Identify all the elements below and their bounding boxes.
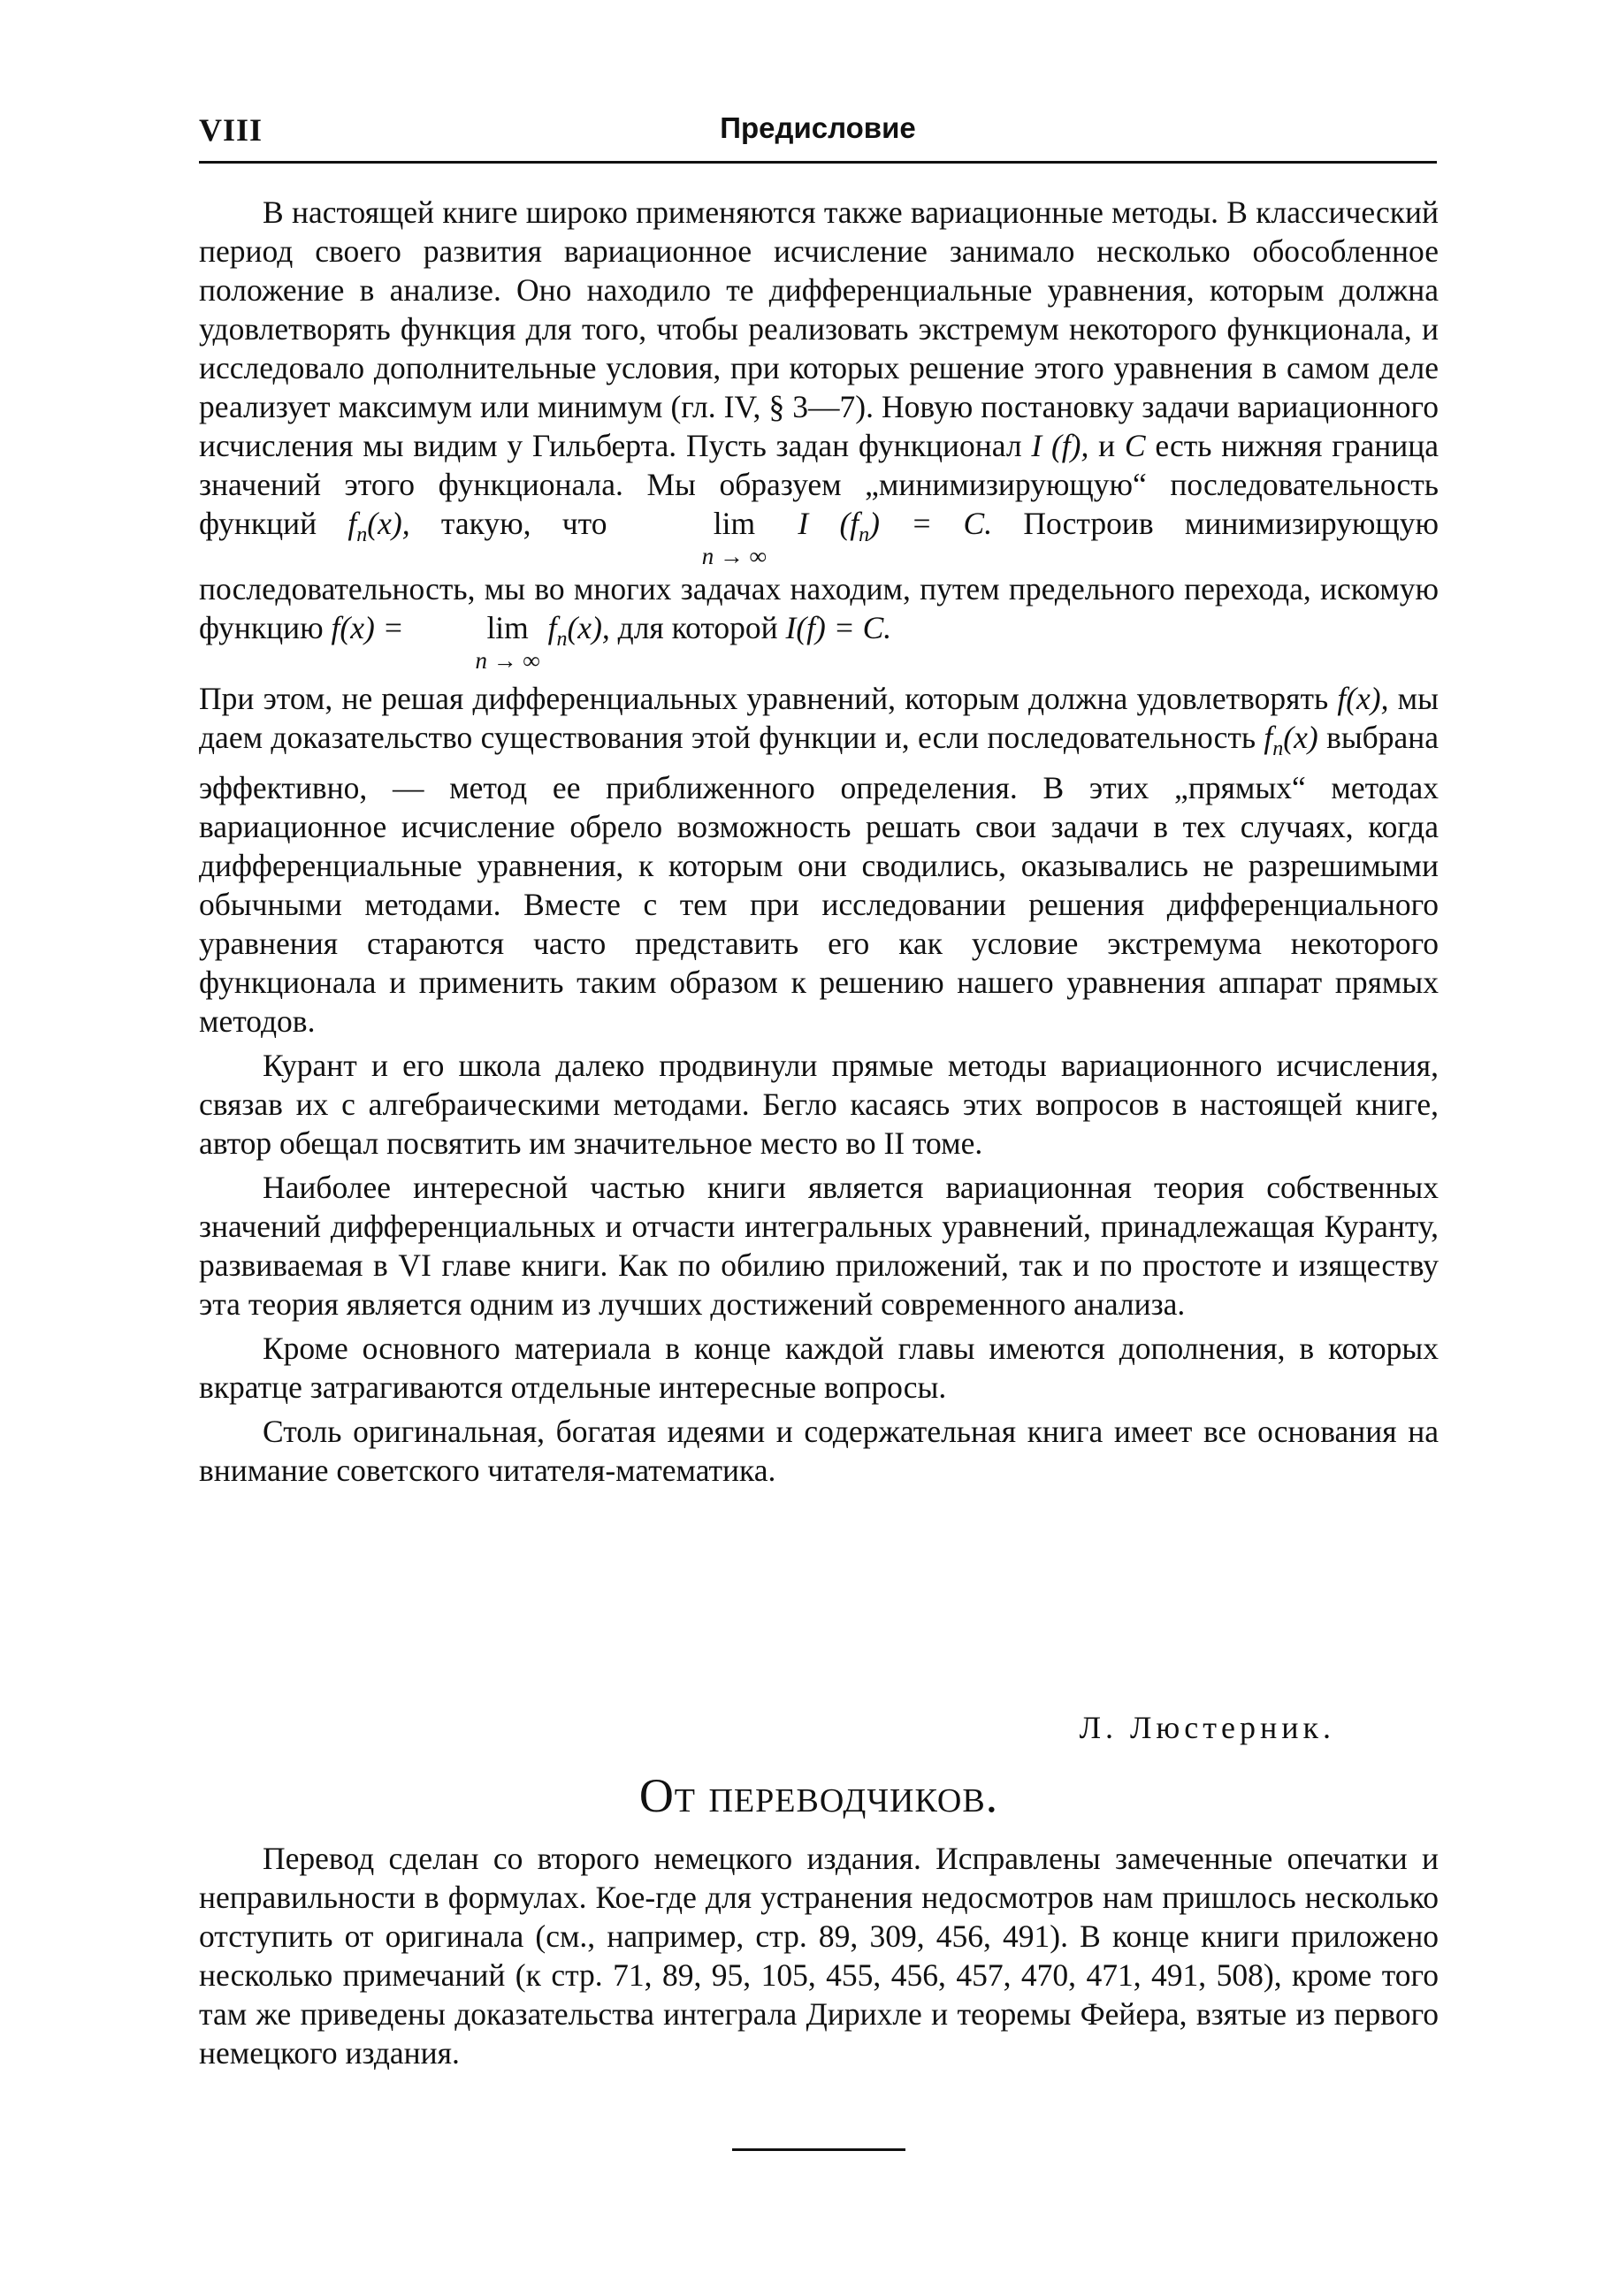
formula-fn-x: $f_n(x)$ bbox=[1264, 720, 1318, 760]
section-title: От переводчиков. bbox=[638, 1769, 999, 1822]
formula-functional: I (f), bbox=[1031, 428, 1089, 463]
translators-paragraph: Перевод сделан со второго немецкого издания. Исправлены замеченные опечатки и неправильности в формулах. Кое-где для устранения недосмотров нам пришлось несколько отступить от оригинала (см., например, стр. 89, 309, 456, 491). В конце книги приложено несколько примечаний (к стр. 71, 89, 95, 105, 455, 456, 457, 470, 471, 491, 508), кроме того там же приведены доказательства интеграла Дирихле и теоремы Фейера, взятые из первого немецкого издания. bbox=[199, 1841, 1439, 2071]
preface-paragraph: Столь оригинальная, богатая идеями и содержательная книга имеет все основания на внимание советского читателя-математика. bbox=[199, 1414, 1439, 1488]
preface-paragraph: Наиболее интересной частью книги является вариационная теория собственных значений дифференциальных и отчасти интегральных уравнений, принадлежащая Куранту, развиваемая в VI главе книги. Как по обилию приложений, так и по простоте и изяществу эта теория является одним из лучших достижений современного анализа. bbox=[199, 1170, 1439, 1322]
preface-body bbox=[199, 193, 1439, 1490]
preface-paragraph: При этом, не решая дифференциальных уравнений, которым должна удовлетворять f(x), мы даем доказательство существования этой функции и, если последовательность $f_n(x)$ выбрана эффективно, — метод ее приближенного определения. В этих „прямых“ методах вариационное исчисление обрело возможность решать свои задачи в тех случаях, когда дифференциальные уравнения, к которым они сводились, оказывались не разрешимыми обычными методами. Вместе с тем при исследовании решения дифференциального уравнения стараются часто представить его как условие экстремума некоторого функционала и применить таким образом к решению нашего уравнения аппарат прямых методов. bbox=[199, 681, 1439, 1039]
formula-f-x-limit: f(x) = lim n → ∞ $f_n(x)$, bbox=[331, 610, 610, 674]
formula-f-x: f(x), bbox=[1337, 681, 1389, 716]
preface-paragraph: Курант и его школа далеко продвинули прямые методы вариационного исчисления, связав их с алгебраическими методами. Бегло касаясь этих вопросов в настоящей книге, автор обещал посвятить им значительное место во II томе. bbox=[199, 1048, 1439, 1161]
formula-limit-value: I $(f_n) = C$. bbox=[798, 506, 993, 546]
page-number: VIII bbox=[199, 112, 263, 148]
limit-operator: lim n → ∞ bbox=[475, 610, 540, 674]
running-title: Предисловие bbox=[720, 111, 916, 144]
formula-If-C: I(f) = C. bbox=[785, 610, 892, 645]
limit-operator: lim n → ∞ bbox=[701, 506, 767, 569]
translators-note bbox=[199, 1839, 1439, 2072]
author-signature: Л. Люстерник. bbox=[1079, 1710, 1335, 1745]
formula-fn-x: $f_n(x)$, bbox=[347, 506, 410, 546]
page-header bbox=[199, 108, 1437, 164]
preface-paragraph: В настоящей книге широко применяются также вариационные методы. В классический период своего развития вариационное исчисление занимало несколько обособленное положение в анализе. Оно находило те дифференциальные уравнения, которым должна удовлетворять функция для того, чтобы реализовать экстремум некоторого функционала, и исследовало дополнительные условия, при которых решение этого уравнения в самом деле реализует максимум или минимум (гл. IV, § 3—7). Новую постановку задачи вариационного исчисления мы видим у Гильберта. Пусть задан функционал I (f), и C есть нижняя граница значений этого функционала. Мы образуем „минимизирующую“ последовательность функций $f_n(x)$, такую, что lim n → ∞ I $(f_n) = C$. Построив минимизирующую последовательность, мы во многих задачах находим, путем предельного перехода, искомую функцию f(x) = lim n → ∞ $f_n(x)$, для которой I(f) = C. bbox=[199, 195, 1440, 674]
preface-paragraph: Кроме основного материала в конце каждой главы имеются дополнения, в которых вкратце затрагиваются отдельные интересные вопросы. bbox=[199, 1331, 1439, 1405]
formula-C: C bbox=[1124, 428, 1146, 463]
end-divider bbox=[732, 2148, 905, 2151]
